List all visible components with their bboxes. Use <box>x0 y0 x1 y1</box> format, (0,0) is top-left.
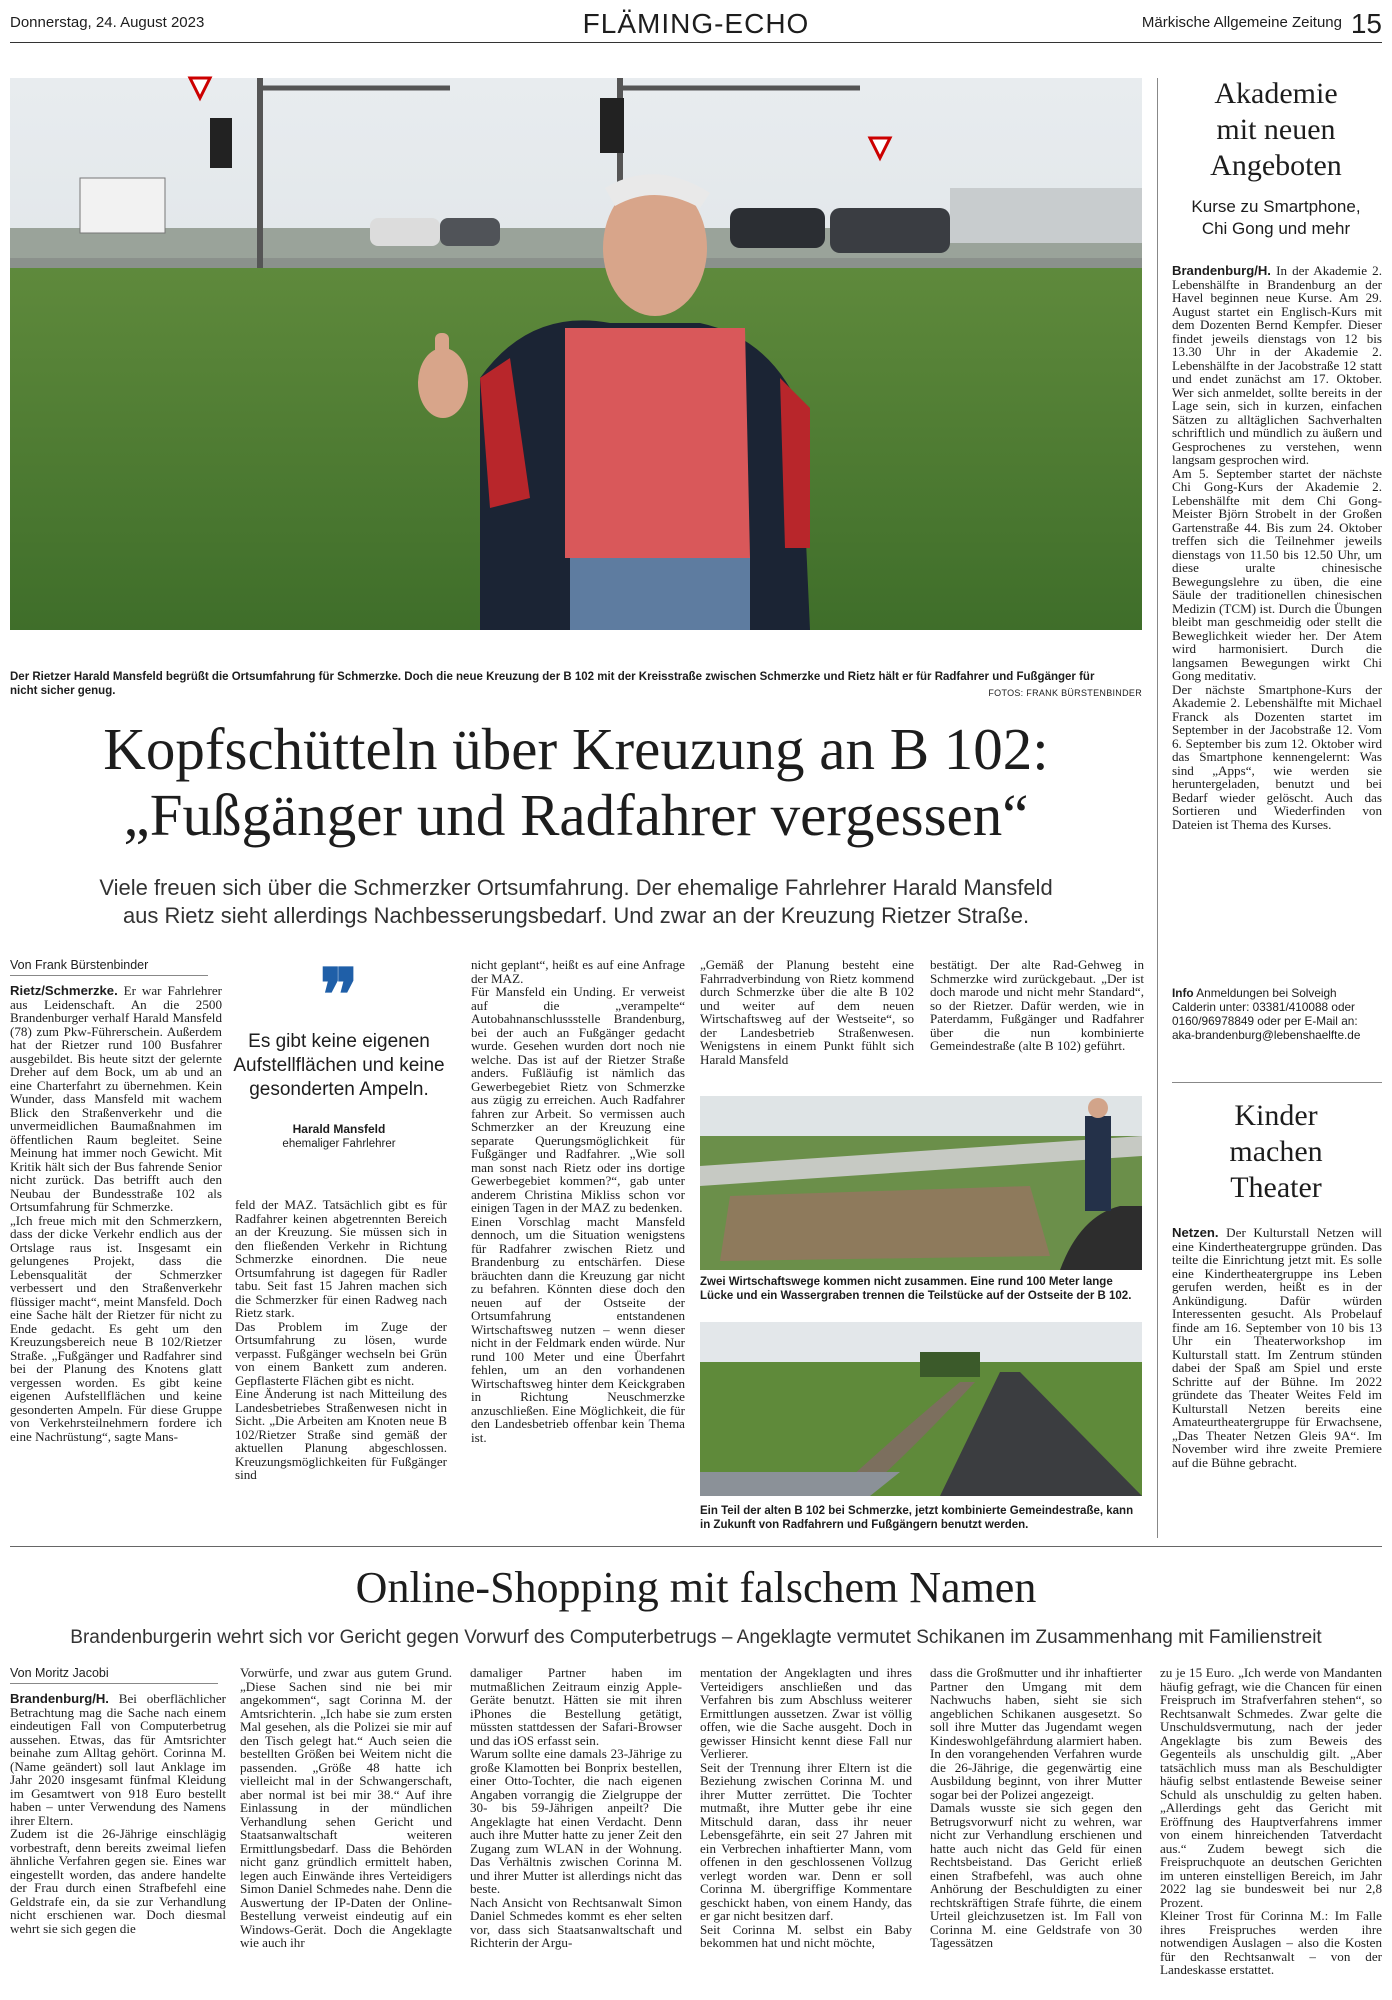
info-text: Anmeldungen bei Solveigh Calderin unter: 03381/410088 oder 0160/96978849 oder per E-Mail an: aka-brandenburg@lebenshaelfte.de <box>1172 986 1361 1042</box>
photo-credit: FOTOS: FRANK BÜRSTENBINDER <box>988 688 1142 698</box>
second-col-2: Vorwürfe, und zwar aus gutem Grund. „Diese Sachen sind nie bei mir angekommen“, sagt Corinna M. der Amtsrichterin. „Ich habe sie zum ersten Mal gesehen, als die Polizei sie mir auf den Tisch gelegt hat.“ Auch seien die bestellten Größen bei Weitem nicht die passenden. „Größe 48 hatte ich vielleicht mal in der Schwangerschaft, aber normal ist bei mir 38.“ Auf ihre Einlassung in der mündlichen Verhandlung sehen Gericht und Staatsanwaltschaft weiteren Ermittlungsbedarf. Dass die Behörden nicht ganz gründlich ermittelt haben, legen auch Einwände ihres Verteidigers Simon Daniel Schmedes nahe. Denn die Auswertung der IP-Daten der Online-Bestellung verweist eindeutig auf ein Windows-Gerät. Doch die Angeklagte wie auch ihr <box>240 1665 452 1950</box>
teaser-line-1: Viele freuen sich über die Schmerzker Ortsumfahrung. Der ehemalige Fahrlehrer Harald Mansfeld <box>99 875 1053 900</box>
byline-rule <box>10 975 208 976</box>
main-dateline: Rietz/Schmerzke. <box>10 983 118 998</box>
photo-old-road <box>700 1322 1142 1496</box>
sidebar-separator <box>1172 1082 1382 1083</box>
main-col-1 <box>10 984 222 1536</box>
quote-text: Es gibt keine eigenen Aufstellflächen und keine gesonderten Ampeln. <box>233 1031 445 1100</box>
akademie-body <box>1172 264 1382 984</box>
akademie-subtitle-line-1: Kurse zu Smartphone, <box>1191 197 1361 216</box>
kinder-title-line-1: Kinder <box>1234 1099 1318 1132</box>
second-col-1 <box>10 1692 226 1998</box>
info-label: Info <box>1172 986 1194 1000</box>
photo-field-paths <box>700 1096 1142 1270</box>
main-photo <box>10 78 1142 630</box>
header-rule <box>10 42 1382 43</box>
second-col-1-text: Bei oberflächlicher Betrachtung mag die Sache nach einem eindeutigen Fall von Computerbetrug aussehen. Etwas, das für Amtsrichter beinahe zum Alltag gehört. Corinna M. (Name geändert) soll laut Anklage im Jahr 2020 insgesamt fünfmal Kleidung im Gesamtwert von 918 Euro bestellt haben – unter Verwendung des Namens ihrer Eltern. Zudem ist die 26-Jährige einschlägig vorbestraft, denn bereits zweimal liefen ähnliche Verfahren gegen sie. Eines war eingestellt worden, das andere handelte der Frau durch einen Strafbefehl eine Geldstrafe ein, da sie zur Verhandlung nicht erschienen war. Doch diesmal wehrt sie sich gegen die <box>10 1691 226 1936</box>
second-col-6: zu je 15 Euro. „Ich werde von Mandanten häufig gefragt, wie die Chancen für einen Freispruch im Strafverfahren stehen“, so Rechtsanwalt Schmedes. Zwar gelte die Unschuldsvermutung, nach der jeder Angeklagte bis zum Beweis des Gegenteils als unschuldig gilt. „Aber tatsächlich muss man als Beschuldigter häufig selbst entlastende Beweise seiner Schuld als unschuldig zu gelten haben. „Allerdings geht das Gericht mit Eröffnung des Hauptverfahrens immer von einem hinreichenden Tatverdacht aus.“ Zudem bewegt sich die Freispruchquote an deutschen Gerichten im unteren einstelligen Bereich, im Jahr 2022 lag sie bundesweit bei nur 2,8 Prozent. Kleiner Trost für Corinna M.: Im Falle ihres Freispruches werden ihre notwendigen Auslagen – also die Kosten für den Rechtsanwalt – von der Landeskasse erstattet. <box>1160 1665 1382 1977</box>
page-header <box>10 8 1382 38</box>
akademie-title <box>1170 76 1382 184</box>
akademie-info <box>1172 986 1382 1042</box>
article-separator <box>10 1546 1382 1547</box>
second-col-3: damaliger Partner haben im mutmaßlichen Zeitraum einzig Apple-Geräte benutzt. Hätten sie mit ihren iPhones die Bestellung getätigt, müssten stattdessen der Safari-Browser und das iOS erfasst sein. Warum sollte eine damals 23-Jährige zu große Klamotten bei Bonprix bestellen, einer Otto-Tochter, die nach eigenen Angaben vorrangig die Zielgruppe der 30- bis 59-Jährigen anpeilt? Die Angeklagte hat einen Verdacht. Denn auch ihre Mutter hatte zu jener Zeit den Zugang zum WLAN in der Wohnung. Das Verhältnis zwischen Corinna M. und ihrer Mutter ist allerdings nicht das beste. Nach Ansicht von Rechtsanwalt Simon Daniel Schmedes kommt es eher selten vor, dass sich Staatsanwaltschaft und Richterin der Argu- <box>470 1665 682 1950</box>
main-teaser <box>10 874 1142 930</box>
kinder-title-line-3: Theater <box>1230 1171 1322 1204</box>
photo-field-caption: Zwei Wirtschaftswege kommen nicht zusammen. Eine rund 100 Meter lange Lücke und ein Wassergraben trennen die Teilstücke auf der Ostseite der B 102. <box>700 1276 1132 1302</box>
kinder-title-line-2: machen <box>1229 1135 1323 1168</box>
main-byline: Von Frank Bürstenbinder <box>10 958 149 972</box>
main-headline <box>10 716 1142 848</box>
akademie-subtitle-line-2: Chi Gong und mehr <box>1201 219 1351 238</box>
kinder-title <box>1170 1098 1382 1206</box>
second-col-5: dass die Großmutter und ihr inhaftierter Partner den Umgang mit dem Nachwuchs haben, sieht sie sich angeblichen Schikanen ausgesetzt. So soll ihre Mutter das Jugendamt wegen Kindeswohlgefährdung alarmiert haben. In den vorangehenden Verfahren wurde die 26-Jährige, die gegenwärtig eine Ausbildung beginnt, von ihrer Mutter sogar bei der Polizei angezeigt. Damals wusste sie sich gegen den Betrugsvorwurf nicht zu wehren, war nicht zur Verhandlung erschienen und hatte auch nicht das Geld für einen Rechtsbeistand. Das Gericht erließ einen Strafbefehl, was auch ohne Anhörung der Beschuldigten zu einer rechtskräftigen Strafe führte, die einem Urteil gleichzusetzen ist. Im Fall von Corinna M. eine Geldstrafe von 30 Tagessätzen <box>930 1665 1142 1950</box>
second-teaser: Brandenburgerin wehrt sich vor Gericht gegen Vorwurf des Computerbetrugs – Angeklagte vermutet Schikanen im Zusammenhang mit Familienstreit <box>70 1627 1322 1648</box>
section-title: FLÄMING-ECHO <box>582 8 810 39</box>
akademie-subtitle <box>1170 196 1382 240</box>
main-col-3: nicht geplant“, heißt es auf eine Anfrage der MAZ. Für Mansfeld ein Unding. Er verweist auf die „verampelte“ Autobahnanschlussstelle Brandenburg, bei der auch an Fußgänger gedacht wurde. Gesehen wurden dort noch nie welche. Das ist auf der Rietzer Straße anders. Fußläufig ist nämlich das Gewerbegebiet Rietz von Schmerzke aus zügig zu erreichen. Auch Radfahrer fahren zur Arbeit. So vermissen auch Schmerzker an der Kreuzung eine separate Querungsmöglichkeit für Fußgänger und Radfahrer. „Wie soll man sonst nach Rietz oder ins dortige Gewerbegebiet kommen?“, gab unter anderem Christina Mikliss schon vor einigen Tagen in der MAZ zu bedenken. Einen Vorschlag macht Mansfeld dennoch, um die Situation wenigstens für Radfahrer zwischen Rietz und Brandenburg zu entschärfen. Diese bräuchten dann die Kreuzung gar nicht zu befahren. Könnten diese doch den neuen auf der Ostseite der Ortsumfahrung entstandenen Wirtschaftsweg nutzen – wenn dieser nicht in der Feldmark enden würde. Nur rund 100 Meter und eine Überfahrt fehlen, um an den vorhandenen Wirtschaftsweg hinter dem Keickgraben in Richtung Neuschmerzke anzuschließen. Eine Möglichkeit, die für den Landesbetrieb offenbar kein Thema ist. <box>471 957 685 1445</box>
main-col-2: feld der MAZ. Tatsächlich gibt es für Radfahrer keinen abgetrennten Bereich an der Kreuzung. Sie müssen sich in den fließenden Verkehr in Richtung Schmerzke einordnen. Die neue Ortsumfahrung ist dagegen für Radler tabu. Seit fast 15 Jahren machen sich die Schmerzker für einen Radweg nach Rietz stark. Das Problem im Zuge der Ortsumfahrung zu lösen, wurde verpasst. Fußgänger wechseln bei Grün von einem Bankett zum anderen. Gepflasterte Flächen gibt es nicht. Eine Änderung ist nach Mitteilung des Landesbetriebes Straßenwesen nicht in Sicht. „Die Arbeiten am Knoten neue B 102/Rietzer Straße sind gemäß der aktuellen Planung abgeschlossen. Kreuzungsmöglichkeiten für Fußgänger sind <box>235 1197 447 1482</box>
teaser-line-2: aus Rietz sieht allerdings Nachbesserungsbedarf. Und zwar an der Kreuzung Rietzer Straße. <box>122 903 1030 928</box>
quote-role: ehemaliger Fahrlehrer <box>282 1138 396 1150</box>
akademie-title-line-1: Akademie <box>1214 77 1338 110</box>
newspaper-name: Märkische Allgemeine Zeitung <box>1141 14 1342 31</box>
second-byline: Von Moritz Jacobi <box>10 1666 109 1680</box>
main-photo-caption: Der Rietzer Harald Mansfeld begrüßt die Ortsumfahrung für Schmerzke. Doch die neue Kreuzung der B 102 mit der Kreisstraße zwischen Schmerzke und Rietz hält er für Radfahrer und Fußgänger für nicht sicher genug. <box>10 671 1095 697</box>
issue-date: Donnerstag, 24. August 2023 <box>10 14 205 31</box>
page-number: 15 <box>1350 8 1382 39</box>
sidebar-divider <box>1157 78 1158 1538</box>
kinder-text: Der Kulturstall Netzen will eine Kindertheatergruppe gründen. Das teilte die Einrichtung jetzt mit. Es solle eine Kindertheatergruppe ins Leben gerufen werden, heißt es in der Ankündigung. Dafür würden Interessenten gesucht. Als Probelauf finde am 16. September von 10 bis 13 Uhr ein Theaterworkshop im Kulturstall statt. Im Zentrum stünden dabei der Spaß am Spiel und erste Schritte auf der Bühne. Im 2022 gründete das Theater Weites Feld im Kulturstall Netzen bereits eine Amateurtheatergruppe für Erwachsene, „Das Theater Netzen Gleis 9A“. Im November wird ihre zweite Premiere auf die Bühne gebracht. <box>1172 1225 1382 1470</box>
second-dateline: Brandenburg/H. <box>10 1691 109 1706</box>
quote-name: Harald Mansfeld <box>292 1122 386 1136</box>
second-col-4: mentation der Angeklagten und ihres Verteidigers anschließen und das Verfahren bis zum Abschluss weiterer Ermittlungen aussetzen. Zwar ist völlig offen, wie die Sache ausgeht. Doch in gewisser Hinsicht kennt diese Fall nur Verlierer. Seit der Trennung ihrer Eltern ist die Beziehung zwischen Corinna M. und ihrer Mutter zerrüttet. Die Tochter mutmaßt, ihre Mutter gebe ihr eine Mitschuld daran, dass ihr neuer Lebensgefährte, ein seit 27 Jahren mit ein Verbrechen inhaftierter Mann, vom offenen in den geschlossenen Vollzug verlegt worden war. Denn er soll Corinna M. übergriffige Kommentare geschickt haben, von einem Handy, das er gar nicht besitzen darf. Seit Corinna M. selbst ein Baby bekommen hat und nicht möchte, <box>700 1665 912 1950</box>
main-col-1-text: Er war Fahrlehrer aus Leidenschaft. An die 2500 Brandenburger verhalf Harald Mansfeld (78) zum Pkw-Führerschein. Außerdem hat der Rietzer rund 100 Busfahrer ausgebildet. Bis heute sitzt der gelernte Dreher auf dem Bock, um ab und an eine Charterfahrt zu übernehmen. Kein Wunder, dass Mansfeld mit wachem Blick den Straßenverkehr und die unvermeidlichen Baumaßnahmen im öffentlichen Raum begleitet. Seine Meinung hat immer noch Gewicht. Mit Kritik hält sich der Bus fahrende Senior nicht zurück. Das betrifft auch den Neubau der Bundesstraße 102 als Ortsumfahrung für Schmerzke. „Ich freue mich mit den Schmerzkern, dass der dicke Verkehr endlich aus der Ortslage raus ist. Insgesamt ein gelungenes Projekt, dass die Lebensqualität der Schmerzker verbessert und den Straßenverkehr flüssiger macht“, meint Mansfeld. Doch eine Sache hält der Rietzer für nicht zu Ende gedacht. Es geht um den Kreuzungsbereich neue B 102/Rietzer Straße. „Fußgänger und Radfahrer sind bei der Planung des Knotens glatt vergessen worden. Es gibt keine eigenen Aufstellflächen und keine gesonderten Ampeln. Für diese Gruppe von Verkehrsteilnehmern fordere ich eine Nachrüstung“, sagte Mans- <box>10 983 222 1444</box>
photo-road-caption: Ein Teil der alten B 102 bei Schmerzke, jetzt kombinierte Gemeindestraße, kann in Zukunft von Radfahrern und Fußgängern benutzt werden. <box>700 1505 1134 1531</box>
second-headline: Online-Shopping mit falschem Namen <box>355 1563 1037 1612</box>
kinder-body <box>1172 1226 1382 1538</box>
second-byline-rule <box>10 1683 218 1684</box>
quote-mark-icon: ❞ <box>319 956 359 1036</box>
headline-line-2: „Fußgänger und Radfahrer vergessen“ <box>123 782 1029 848</box>
akademie-dateline: Brandenburg/H. <box>1172 263 1271 278</box>
akademie-text: In der Akademie 2. Lebenshälfte in Brandenburg an der Havel beginnen neue Kurse. Am 29. August startet ein Englisch-Kurs mit dem Dozenten Bernd Kempfer. Dieser findet jeweils dienstags von 12 bis 13.30 Uhr in der Akademie 2. Lebenshälfte in der Jacobstraße 12 statt und endet zunächst am 17. Oktober. Wer sich anmeldet, sollte bereits in der Lage sein, sich in kurzen, einfachen Sätzen zu alltäglichen Sachverhalten schriftlich und mündlich zu äußern und Gesprochenes zu verstehen, wenn langsam gesprochen wird. Am 5. September startet der nächste Chi Gong-Kurs der Akademie 2. Lebenshälfte mit dem Chi Gong-Meister Björn Strobelt in der Großen Gartenstraße 44. Bis zum 24. Oktober treffen sich die Teilnehmer jeweils dienstags von 11.50 bis 12.50 Uhr, um diese uralte chinesische Bewegungslehre zu üben, die eine Säule der traditionellen chinesischen Medizin (TCM) ist. Durch die Übungen bleibt man geschmeidig oder stellt die Beweglichkeit wieder her. Der Atem wird harmonisiert. Durch die langsamen Bewegungen wirkt Chi Gong meditativ. Der nächste Smartphone-Kurs der Akademie 2. Lebenshälfte mit Michael Franck als Dozenten startet im September in der Jacobstraße 12. Vom 6. September bis zum 12. Oktober wird das Smartphone kennengelernt: Was sind „Apps“, wie werden sie heruntergeladen, benutzt und bei Bedarf wieder gelöscht. Auch das Sortieren und Wiederfinden von Dateien ist Thema des Kurses. <box>1172 263 1382 832</box>
main-col-4-top: „Gemäß der Planung besteht eine Fahrradverbindung von Rietz kommend durch Schmerzke über die alte B 102 und weiter auf dem neuen Wirtschaftsweg auf der Westseite“, so der Landesbetrieb Straßenwesen. Wenigstens in einem Punkt fühlt sich Harald Mansfeld <box>700 957 914 1067</box>
pull-quote <box>232 956 446 1150</box>
akademie-title-line-3: Angeboten <box>1210 149 1342 182</box>
main-col-5-top: bestätigt. Der alte Rad-Gehweg in Schmerzke wird zurückgebaut. „Der ist doch marode und nicht mehr Standard“, so der Rietzer. Dafür werden, wie in Paterdamm, Fußgänger und Radfahrer über die nun kombinierte Gemeindestraße (alte B 102) geführt. <box>930 957 1144 1053</box>
kinder-dateline: Netzen. <box>1172 1225 1219 1240</box>
headline-line-1: Kopfschütteln über Kreuzung an B 102: <box>103 716 1049 782</box>
akademie-title-line-2: mit neuen <box>1216 113 1336 146</box>
